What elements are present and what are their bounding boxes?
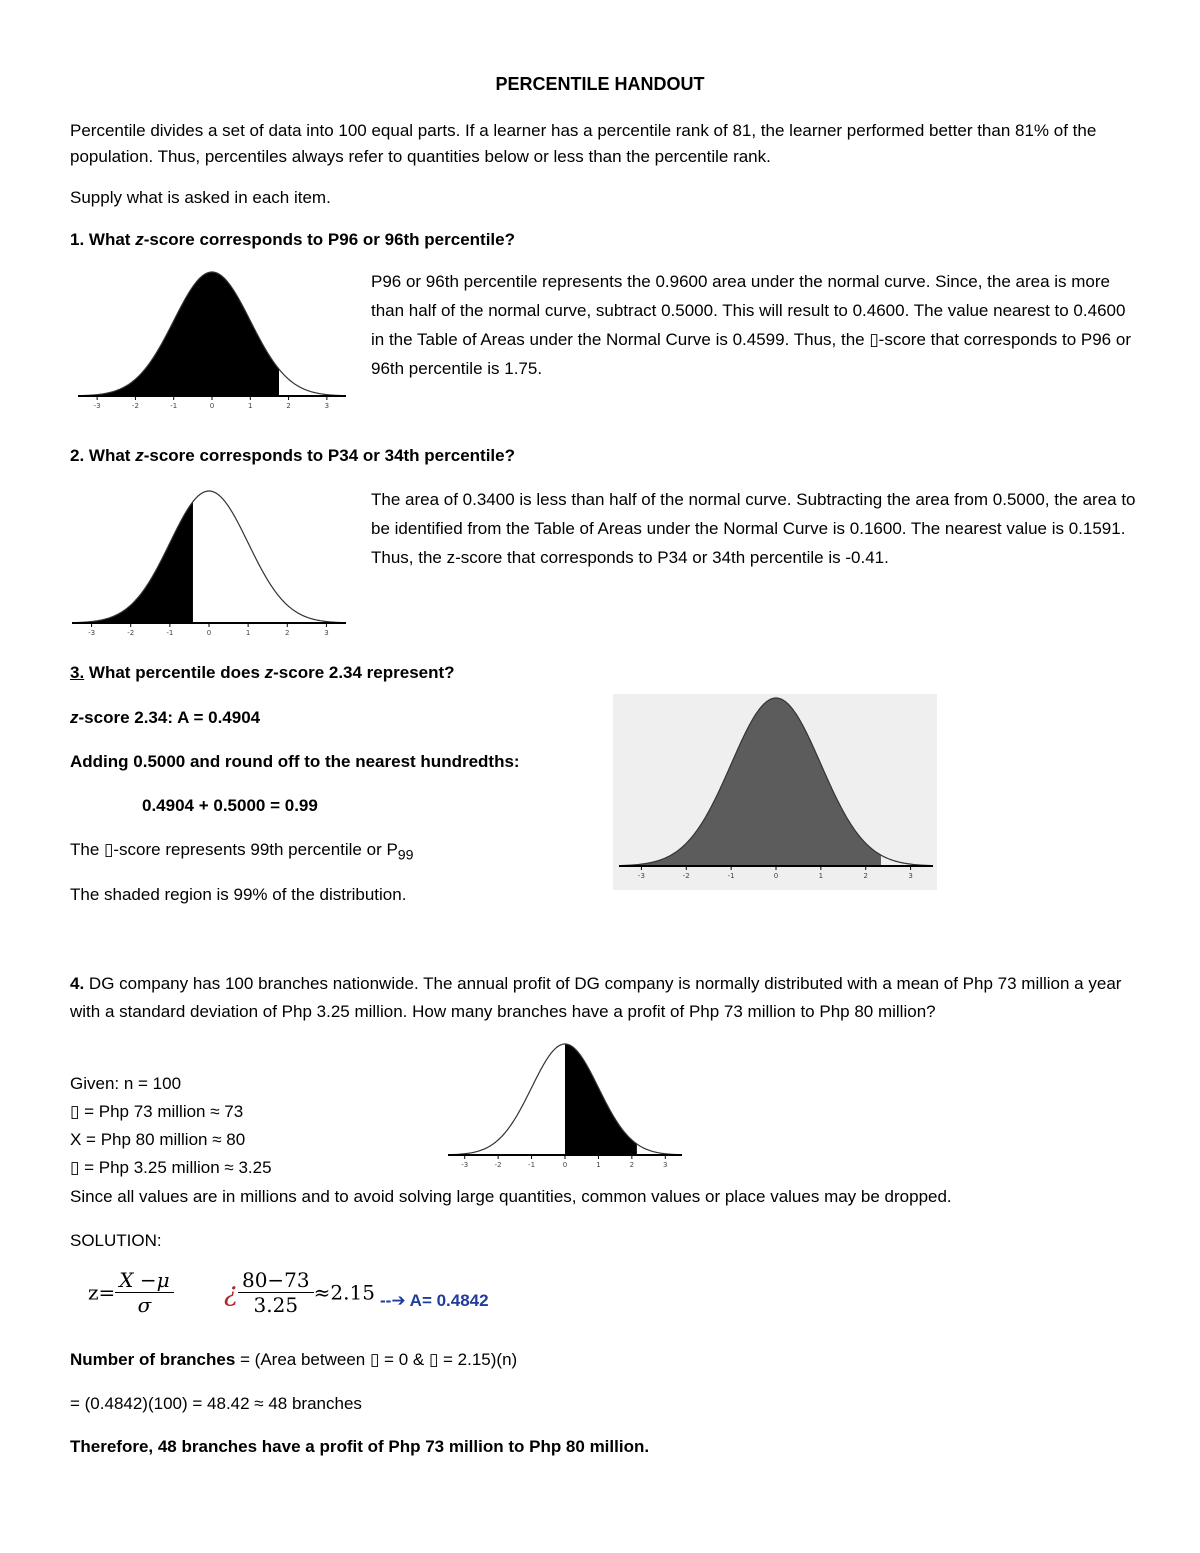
q3-line4-text: The ▯-score represents 99th percentile or P [70,840,398,859]
axis-tick-label: 3 [324,629,329,637]
q3-question-b: -score 2.34 represent? [273,663,455,682]
axis-tick-label: -1 [166,629,174,637]
axis-tick-label: -3 [461,1161,469,1169]
axis-tick-label: 0 [206,629,212,637]
q3-line4-sub: 99 [397,847,414,864]
axis-tick-label: -3 [637,872,645,880]
q1-normal-curve [72,268,352,416]
shaded-area [78,272,279,396]
axis-tick-label: -3 [93,402,101,410]
axis-tick-label: 1 [818,872,824,880]
axis-tick-label: -2 [127,629,135,637]
formula-den2: 3.25 [253,1293,299,1317]
axis-tick-label: -2 [131,402,139,410]
axis-tick-label: -1 [170,402,178,410]
q2-normal-curve [68,484,352,642]
axis-tick-label: 0 [209,402,215,410]
q2-answer: The area of 0.3400 is less than half of the normal curve. Subtracting the area from 0.5000, the area to be identified from the Table of Areas under the Normal Curve is 0.1600. The nearest value is 0.1591. Thus, the z-score that corresponds to P34 or 34th percentile is -0.41. [371,490,1136,567]
q3-number: 3. [70,663,85,682]
axis-tick-label: 2 [286,402,291,410]
q4-calc: = (0.4842)(100) = 48.42 ≈ 48 branches [70,1394,362,1413]
q4-number: 4. [70,974,85,993]
axis-tick-label: 3 [908,872,913,880]
formula-fraction-1 [115,1268,173,1317]
q4-area-result [380,1290,489,1312]
axis-tick-label: 0 [773,872,779,880]
branches-label: Number of branches [70,1350,236,1369]
axis-tick-label: -3 [88,629,96,637]
curve-line [72,491,346,623]
axis-tick-label: 0 [562,1161,568,1169]
q2-question-b: -score corresponds to P34 or 34th percentile? [143,446,515,465]
q4-branches [70,1349,517,1371]
axis-tick-label: -1 [528,1161,536,1169]
q3-z-symbol: z [264,663,274,682]
axis-tick-label: 2 [863,872,868,880]
q4-solution-label: SOLUTION: [70,1231,162,1250]
q2-number: 2. [70,446,85,465]
q1-answer: P96 or 96th percentile represents the 0.9600 area under the normal curve. Since, the area is more than half of the normal curve, subtract 0.5000. This will result to 0.4600. The value nearest to 0.4600 in the Table of Areas under the Normal Curve is 0.4599. Thus, the ▯-score that corresponds to P96 or 96th percentile is 1.75. [371,272,1131,378]
axis-tick-label: 1 [596,1161,601,1169]
axis-tick-label: 2 [629,1161,635,1169]
q1-z-symbol: z [135,230,144,249]
axis-tick-label: -1 [727,872,735,880]
q3-question-a: What percentile does [88,663,265,682]
q4-conclusion: Therefore, 48 branches have a profit of Php 73 million to Php 80 million. [70,1437,650,1456]
axis-tick-label: -2 [682,872,690,880]
page-title: PERCENTILE HANDOUT [495,74,705,94]
q3-line1-text: -score 2.34: A = 0.4904 [78,708,261,727]
area-value: A= 0.4842 [409,1291,489,1310]
q1-question-a: What [88,230,136,249]
shaded-area [72,502,193,623]
formula-num2: 80−73 [238,1268,314,1293]
shaded-area [565,1044,637,1155]
q4-normal-curve [444,1038,686,1170]
q2-z-symbol: z [135,446,144,465]
axis-tick-label: 1 [248,402,253,410]
q2-question [70,445,515,467]
q1-number: 1. [70,230,85,249]
axis-tick-label: -2 [494,1161,502,1169]
q4-given-4: ▯ = Php 3.25 million ≈ 3.25 [70,1158,272,1177]
formula-num: X −μ [115,1268,173,1293]
q4-given-3: X = Php 80 million ≈ 80 [70,1130,246,1149]
formula-approx: ≈2.15 [313,1280,375,1305]
arrow-icon: --➔ [380,1291,406,1310]
axis-tick-label: 1 [245,629,251,637]
q3-line4 [70,839,414,866]
q3-line2: Adding 0.5000 and round off to the nearest hundredths: [70,752,520,771]
q3-line3: 0.4904 + 0.5000 = 0.99 [142,796,318,815]
q1-question [70,229,515,251]
axis-tick-label: 2 [285,629,290,637]
formula-fraction-2 [238,1268,314,1317]
q4-problem-text: DG company has 100 branches nationwide. The annual profit of DG company is normally distributed with a mean of Php 73 million a year with a standard deviation of Php 3.25 million. How many branches have a profit of Php 73 million to Php 80 million? [70,974,1122,1021]
q3-question [70,662,455,684]
q4-problem [70,970,1145,1026]
q2-question-a: What [88,446,136,465]
q4-note: Since all values are in millions and to avoid solving large quantities, common values or place values may be dropped. [70,1187,952,1206]
q4-formula [88,1268,375,1328]
intro-paragraph: Percentile divides a set of data into 100 equal parts. If a learner has a percentile rank of 81, the learner performed better than 81% of the population. Thus, percentiles always refer to quantities below or less than the percentile rank. [70,121,1097,166]
axis-tick-label: 3 [663,1161,668,1169]
axis-tick-label: 3 [324,402,330,410]
formula-den: σ [137,1293,152,1317]
q4-given-1: Given: n = 100 [70,1074,182,1093]
formula-z: z= [88,1280,116,1305]
q1-question-b: -score corresponds to P96 or 96th percentile? [143,230,515,249]
formula-glyph: ¿ [224,1277,238,1308]
q3-line1-z: z [70,708,79,727]
q3-normal-curve [613,694,937,890]
branches-expr: = (Area between ▯ = 0 & ▯ = 2.15)(n) [235,1350,518,1369]
instruction: Supply what is asked in each item. [70,188,331,207]
q3-line1 [70,707,260,729]
q3-line5: The shaded region is 99% of the distribution. [70,885,407,904]
q4-given-2: ▯ = Php 73 million ≈ 73 [70,1102,244,1121]
